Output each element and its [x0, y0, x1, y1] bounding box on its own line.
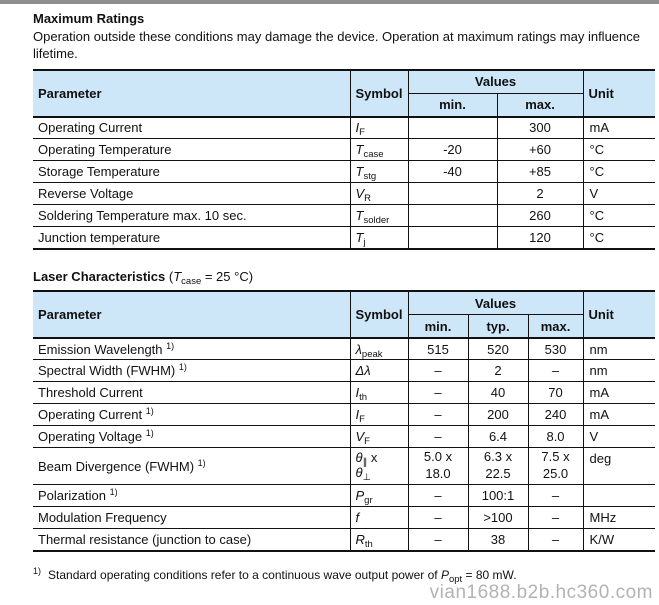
unit-cell: deg: [583, 448, 655, 485]
header-parameter: Parameter: [33, 70, 350, 117]
min-cell: [408, 117, 497, 139]
unit-cell: mA: [583, 404, 655, 426]
symbol-cell: Δλ: [350, 360, 408, 382]
min-cell: 515: [408, 338, 468, 360]
parameter-cell: Soldering Temperature max. 10 sec.: [33, 205, 350, 227]
unit-cell: MHz: [583, 507, 655, 529]
table-row: [33, 404, 655, 426]
typ-cell: 520: [468, 338, 528, 360]
min-cell: [408, 205, 497, 227]
min-cell: –: [408, 404, 468, 426]
symbol-cell: $I_F$: [350, 404, 408, 426]
table-row: [33, 338, 655, 360]
min-cell: -40: [408, 161, 497, 183]
header-max: max.: [528, 315, 583, 338]
header-typ: typ.: [468, 315, 528, 338]
parameter-cell: Operating Current: [38, 120, 143, 136]
unit-cell: mA: [583, 117, 655, 139]
symbol-cell: $T_{stg}$: [350, 161, 408, 183]
table-row: [33, 426, 655, 448]
min-cell: 5.0 x 18.0: [408, 448, 468, 485]
table-row: [33, 117, 655, 139]
parameter-cell: Emission Wavelength $^{1)}$: [38, 340, 175, 357]
typ-cell: 40: [468, 382, 528, 404]
min-cell: –: [408, 507, 468, 529]
table-header-row: [33, 70, 655, 94]
symbol-cell: f: [350, 507, 408, 529]
header-parameter: Parameter: [33, 291, 350, 338]
maximum-ratings-description: Operation outside these conditions may damage the device. Operation at maximum ratings may influence lifetime.: [33, 29, 640, 61]
min-cell: [408, 183, 497, 205]
typ-cell: 100:1: [468, 485, 528, 507]
parameter-cell: Thermal resistance (junction to case): [33, 529, 350, 551]
typ-cell: 2: [468, 360, 528, 382]
section-title-laser-characteristics: Laser Characteristics ($T_{case} = 25$ °C): [33, 268, 254, 287]
max-cell: 260: [497, 205, 583, 227]
min-cell: –: [408, 426, 468, 448]
unit-cell: V: [583, 426, 655, 448]
parameter-cell: Polarization $^{1)}$: [33, 485, 350, 507]
max-cell: 8.0: [528, 426, 583, 448]
symbol-cell: $\theta_\parallel$ x $\theta_\perp$: [350, 448, 408, 485]
header-values: Values: [408, 291, 583, 315]
watermark-text: vian1688.b2b.hc360.com: [429, 582, 653, 603]
unit-cell: °C: [583, 227, 655, 249]
unit-cell: °C: [583, 205, 655, 227]
table-row: [33, 360, 655, 382]
max-cell: –: [528, 360, 583, 382]
typ-cell: 6.3 x 22.5: [468, 448, 528, 485]
symbol-cell: $\lambda_{peak}$: [350, 338, 408, 360]
min-cell: –: [408, 360, 468, 382]
parameter-cell: Operating Temperature: [33, 139, 350, 161]
unit-cell: mA: [583, 382, 655, 404]
max-cell: 7.5 x 25.0: [528, 448, 583, 485]
min-cell: [408, 227, 497, 249]
max-cell: 70: [528, 382, 583, 404]
header-min: min.: [408, 315, 468, 338]
max-cell: +60: [497, 139, 583, 161]
parameter-cell: Beam Divergence (FWHM) $^{1)}$: [33, 448, 350, 485]
header-unit: Unit: [583, 70, 655, 117]
max-cell: –: [528, 529, 583, 551]
parameter-cell: Threshold Current: [33, 382, 350, 404]
typ-cell: 200: [468, 404, 528, 426]
max-cell: –: [528, 485, 583, 507]
table-row-beam-divergence: [33, 448, 655, 485]
parameter-cell: Reverse Voltage: [33, 183, 350, 205]
symbol-cell: $I_{th}$: [350, 382, 408, 404]
table-row: [33, 205, 655, 227]
unit-cell: K/W: [583, 529, 655, 551]
typ-cell: >100: [468, 507, 528, 529]
symbol-cell: $V_F$: [350, 426, 408, 448]
typ-cell: 6.4: [468, 426, 528, 448]
table-header-row: [33, 291, 655, 315]
section-title-maximum-ratings: Maximum Ratings: [33, 11, 145, 26]
min-cell: –: [408, 529, 468, 551]
max-cell: –: [528, 507, 583, 529]
header-unit: Unit: [583, 291, 655, 338]
max-cell: 530: [528, 338, 583, 360]
max-cell: 2: [497, 183, 583, 205]
header-symbol: Symbol: [350, 291, 408, 338]
table-row: [33, 507, 655, 529]
typ-cell: 38: [468, 529, 528, 551]
header-values: Values: [408, 70, 583, 94]
min-cell: -20: [408, 139, 497, 161]
table-row: [33, 161, 655, 183]
unit-cell: nm: [583, 338, 655, 360]
symbol-cell: $T_{solder}$: [350, 205, 408, 227]
header-max: max.: [497, 94, 583, 117]
symbol-cell: $I_F$: [350, 117, 408, 139]
parameter-cell: Junction temperature: [33, 227, 350, 249]
table-row: [33, 382, 655, 404]
max-cell: 240: [528, 404, 583, 426]
table-row: [33, 183, 655, 205]
parameter-cell: Operating Current $^{1)}$: [33, 404, 350, 426]
max-cell: 300: [497, 117, 583, 139]
symbol-cell: $T_{case}$: [350, 139, 408, 161]
symbol-cell: $V_R$: [350, 183, 408, 205]
parameter-cell: Modulation Frequency: [33, 507, 350, 529]
footnote-marker: 1): [33, 565, 42, 576]
parameter-cell: Spectral Width (FWHM) $^{1)}$: [33, 360, 350, 382]
min-cell: –: [408, 485, 468, 507]
unit-cell: °C: [583, 139, 655, 161]
datasheet-content: [0, 4, 659, 583]
max-cell: 120: [497, 227, 583, 249]
symbol-cell: $P_{gr}$: [350, 485, 408, 507]
parameter-cell: Storage Temperature: [33, 161, 350, 183]
unit-cell: V: [583, 183, 655, 205]
table-row: [33, 227, 655, 249]
header-symbol: Symbol: [350, 70, 408, 117]
table-row: [33, 529, 655, 551]
parameter-cell: Operating Voltage $^{1)}$: [33, 426, 350, 448]
min-cell: –: [408, 382, 468, 404]
max-cell: +85: [497, 161, 583, 183]
unit-cell: [583, 485, 655, 507]
table-row: [33, 485, 655, 507]
symbol-cell: $T_j$: [350, 227, 408, 249]
symbol-cell: $R_{th}$: [350, 529, 408, 551]
footnote: $^{1)}$ Standard operating conditions refer to a continuous wave output power of $P_{opt} = 80$ mW.: [33, 565, 517, 585]
header-min: min.: [408, 94, 497, 117]
maximum-ratings-table: [33, 69, 655, 250]
table-row: [33, 139, 655, 161]
laser-characteristics-table: [33, 290, 655, 552]
unit-cell: °C: [583, 161, 655, 183]
unit-cell: nm: [583, 360, 655, 382]
